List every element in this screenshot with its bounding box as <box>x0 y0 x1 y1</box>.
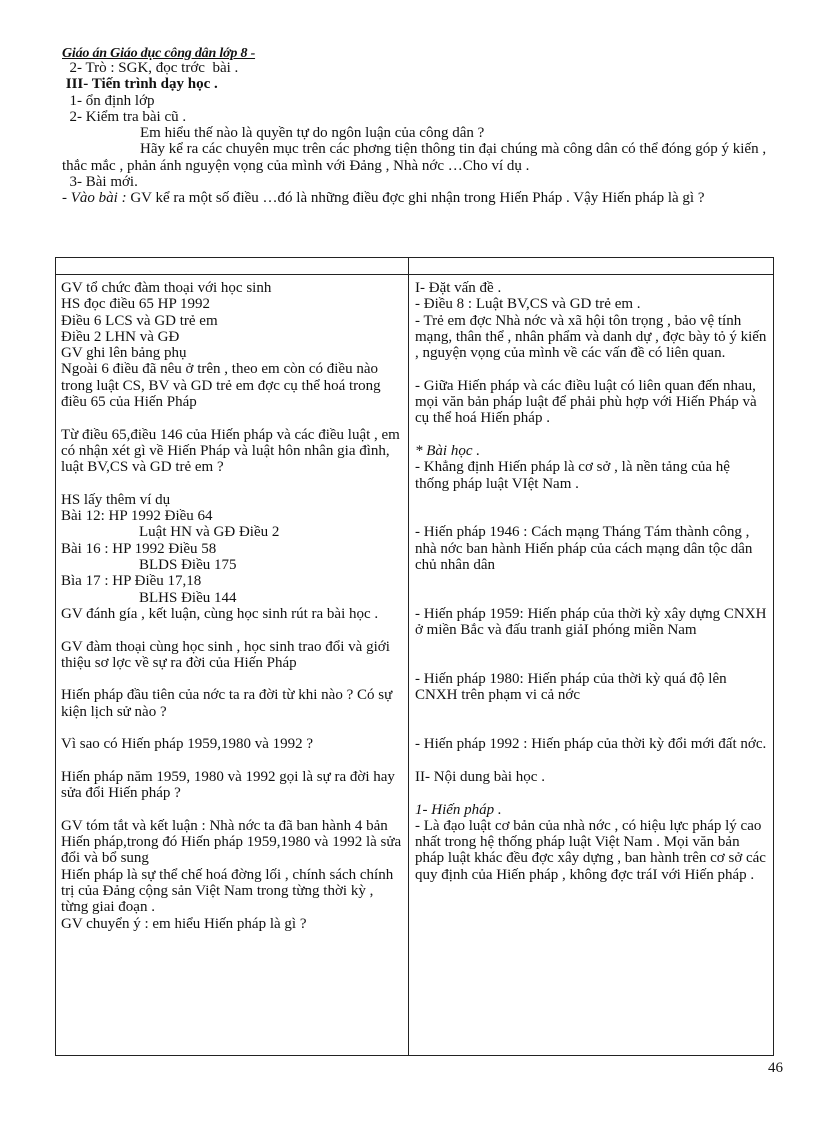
column-divider <box>408 258 409 1055</box>
section-heading: III- Tiến trình dạy học . <box>62 76 218 93</box>
table-text: Hiến pháp đầu tiên của nớc ta ra đời từ khi nào ? Có sự kiện lịch sử nào ? <box>61 687 393 720</box>
table-text: - Khẳng định Hiến pháp là cơ sở , là nền tảng của hệ thống pháp luật VIệt Nam . <box>415 459 730 492</box>
intro-question: Hãy kể ra các chuyên mục trên các phơng tiện thông tin đại chúng mà công dân có thể đóng góp ý kiến , thắc mắc , phản ánh nguyện vọng của mình với Đảng , Nhà nớc …Cho ví dụ . <box>62 141 767 174</box>
table-text: Điều 2 LHN và GĐ <box>61 328 180 345</box>
table-subheading: * Bài học . <box>415 442 480 459</box>
table-text: BLHS Điều 144 <box>139 589 237 606</box>
table-subheading: II- Nội dung bài học . <box>415 768 545 785</box>
table-text: - Hiến pháp 1946 : Cách mạng Tháng Tám thành công , nhà nớc ban hành Hiến pháp của cách mạng dân tộc dân chủ nhân dân <box>415 524 753 574</box>
lesson-table <box>55 257 774 1056</box>
table-text: - Là đạo luật cơ bản của nhà nớc , có hiệu lực pháp lý cao nhất trong hệ thống pháp luật Việt Nam . Mọi văn bản pháp luật khác đều đợc xây dựng , ban hành trên cơ sở các quy định của Hiến pháp , không đợc tráI với Hiến pháp . <box>415 817 766 883</box>
table-text: HS đọc điều 65 HP 1992 <box>61 296 211 313</box>
table-text: - Điều 8 : Luật BV,CS và GD trẻ em . <box>415 296 641 313</box>
intro-lead-in <box>62 190 782 206</box>
table-text: GV tóm tắt và kết luận : Nhà nớc ta đã ban hành 4 bản Hiến pháp,trong đó Hiến pháp 1959,1980 và 1992 là sửa đổi và bổ sung <box>61 817 402 867</box>
table-text: BLDS Điều 175 <box>139 557 237 574</box>
table-text: I- Đặt vấn đề . <box>415 280 502 296</box>
table-text: - Hiến pháp 1980: Hiến pháp của thời kỳ quá độ lên CNXH trên phạm vi cả nớc <box>415 671 727 704</box>
lead-in-text: GV kể ra một số điều …đó là những điều đợc ghi nhận trong Hiến Pháp . Vậy Hiến pháp là gì ? <box>126 190 705 207</box>
lesson-intro <box>62 60 782 207</box>
intro-line: 3- Bài mới. <box>62 174 138 191</box>
table-text: Luật HN và GĐ Điều 2 <box>139 524 280 541</box>
table-text: GV tổ chức đàm thoại với học sinh <box>61 280 272 296</box>
table-text: - Hiến pháp 1992 : Hiến pháp của thời kỳ đổi mới đất nớc. <box>415 736 767 753</box>
table-text: GV đánh gía , kết luận, cùng học sinh rút ra bài học . <box>61 605 379 622</box>
table-text: Bài 12: HP 1992 Điều 64 <box>61 508 213 525</box>
table-subheading: 1- Hiến pháp . <box>415 801 502 818</box>
table-text: Hiến pháp năm 1959, 1980 và 1992 gọi là sự ra đời hay sửa đổi Hiến pháp ? <box>61 768 395 802</box>
table-text: Điều 6 LCS và GD trẻ em <box>61 312 218 329</box>
intro-line: 1- ổn định lớp <box>62 92 155 109</box>
table-text: Từ điều 65,điều 146 của Hiến pháp và các điều luật , em có nhận xét gì về Hiến Pháp và luật hôn nhân gia đình, luật BV,CS và GD trẻ em ? <box>61 426 400 476</box>
table-text: GV ghi lên bảng phụ <box>61 345 187 362</box>
table-text: Bìa 17 : HP Điều 17,18 <box>61 573 202 590</box>
page-number: 46 <box>768 1060 783 1076</box>
lesson-content-column <box>415 280 767 883</box>
table-text: Vì sao có Hiến pháp 1959,1980 và 1992 ? <box>61 736 314 753</box>
table-text: HS lấy thêm ví dụ <box>61 491 171 508</box>
table-text: Ngoài 6 điều đã nêu ở trên , theo em còn có điều nào trong luật CS, BV và GD trẻ em đợc cụ thể hoá trong điều 65 của Hiến Pháp <box>61 361 381 411</box>
table-header-row <box>56 258 773 275</box>
table-text: GV đàm thoại cùng học sinh , học sinh trao đổi và giới thiệu sơ lợc về sự ra đời của Hiến Pháp <box>61 638 390 671</box>
document-header: Giáo án Giáo dục công dân lớp 8 - <box>62 46 256 61</box>
intro-question: Em hiểu thế nào là quyền tự do ngôn luận của công dân ? <box>140 125 485 142</box>
intro-line: 2- Kiểm tra bài cũ . <box>62 108 187 125</box>
lead-in-label: - Vào bài : <box>62 190 127 207</box>
teacher-activity-column <box>61 280 402 932</box>
table-text: - Giữa Hiến pháp và các điều luật có liên quan đến nhau, mọi văn bản pháp luật để phải phù hợp với Hiến Pháp và cụ thể hoá Hiến pháp . <box>415 377 757 427</box>
table-text: GV chuyển ý : em hiểu Hiến pháp là gì ? <box>61 915 307 932</box>
table-text: - Hiến pháp 1959: Hiến pháp của thời kỳ xây dựng CNXH ở miền Bắc và đấu tranh giảI phóng miền Nam <box>415 605 767 639</box>
intro-line: 2- Trò : SGK, đọc trớc bài . <box>62 60 239 76</box>
table-text: - Trẻ em đợc Nhà nớc và xã hội tôn trọng , bảo vệ tính mạng, thân thể , nhân phẩm và danh dự , đợc bày tỏ ý kiến , nguyện vọng của mình về các vấn đề có liên quan. <box>415 312 767 362</box>
table-text: Bài 16 : HP 1992 Điều 58 <box>61 540 217 557</box>
table-text: Hiến pháp là sự thể chế hoá đờng lối , chính sách chính trị của Đảng cộng sản Việt Nam trong từng thời kỳ , từng giai đoạn . <box>61 866 394 916</box>
